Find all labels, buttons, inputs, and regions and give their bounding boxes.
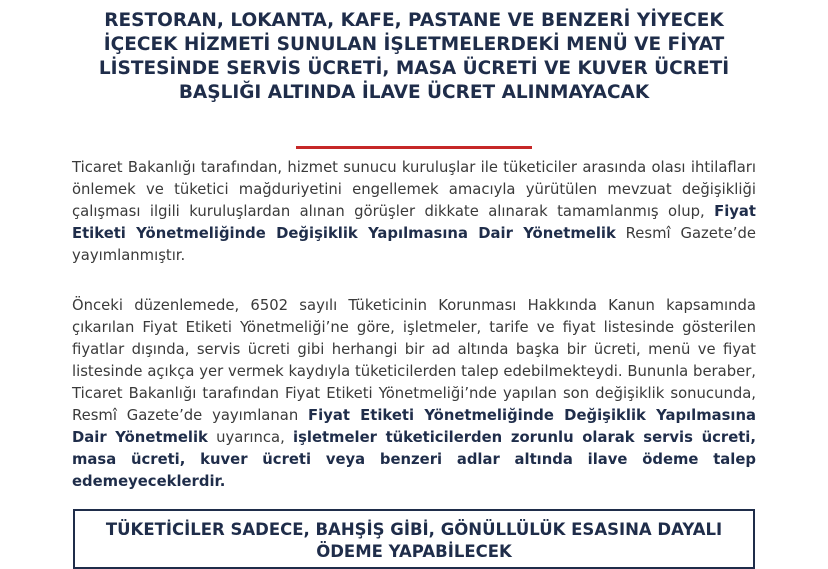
intro-regulation-name: Fiyat Etiketi Yönetmeliğinde Değişiklik Yapılmasına Dair Yönetmelik (72, 203, 756, 242)
detail-text-2: uyarınca, (207, 429, 293, 446)
detail-regulation-name: Fiyat Etiketi Yönetmeliğinde Değişiklik Yapılmasına Dair Yönetmelik (72, 407, 756, 446)
notice-box (73, 509, 755, 569)
intro-text-2: Resmî Gazete’de yayımlanmıştır. (72, 225, 756, 264)
document-title: RESTORAN, LOKANTA, KAFE, PASTANE VE BENZERİ YİYECEK İÇECEK HİZMETİ SUNULAN İŞLETMELERDEKİ MENÜ VE FİYAT LİSTESİNDE SERVİS ÜCRETİ, MASA ÜCRETİ VE KUVER ÜCRETİ BAŞLIĞI ALTINDA İLAVE ÜCRET ALINMAYACAK (98, 10, 730, 103)
detail-paragraph (72, 295, 756, 493)
title-underline (296, 146, 532, 149)
intro-text-1: Ticaret Bakanlığı tarafından, hizmet sunucu kuruluşlar ile tüketiciler arasında olası ihtilafları önlemek ve tüketici mağduriyetini engellemek amacıyla yürütülen mevzuat değişikliği çalışması ilgili kuruluşlardan alınan görüşler dikkate alınarak tamamlanmış olup, (72, 159, 756, 220)
detail-key-statement: işletmeler tüketicilerden zorunlu olarak servis ücreti, masa ücreti, kuver ücreti veya benzeri adlar altında ilave ödeme talep edemeyeceklerdir. (72, 429, 756, 490)
notice-text: TÜKETİCİLER SADECE, BAHŞİŞ GİBİ, GÖNÜLLÜLÜK ESASINA DAYALI ÖDEME YAPABİLECEK (105, 520, 723, 561)
detail-text-1: Önceki düzenlemede, 6502 sayılı Tüketicinin Korunması Hakkında Kanun kapsamında çıkarılan Fiyat Etiketi Yönetmeliği’ne göre, işletmeler, tarife ve fiyat listesinde gösterilen fiyatlar dışında, servis ücreti gibi herhangi bir ad altında başka bir ücreti, menü ve fiyat listesinde açıkça yer vermek kaydıyla tüketicilerden talep edebilmekteydi. Bununla beraber, Ticaret Bakanlığı tarafından Fiyat Etiketi Yönetmeliği’nde yapılan son değişiklik sonucunda, Resmî Gazete’de yayımlanan (72, 297, 756, 424)
intro-paragraph (72, 157, 756, 267)
